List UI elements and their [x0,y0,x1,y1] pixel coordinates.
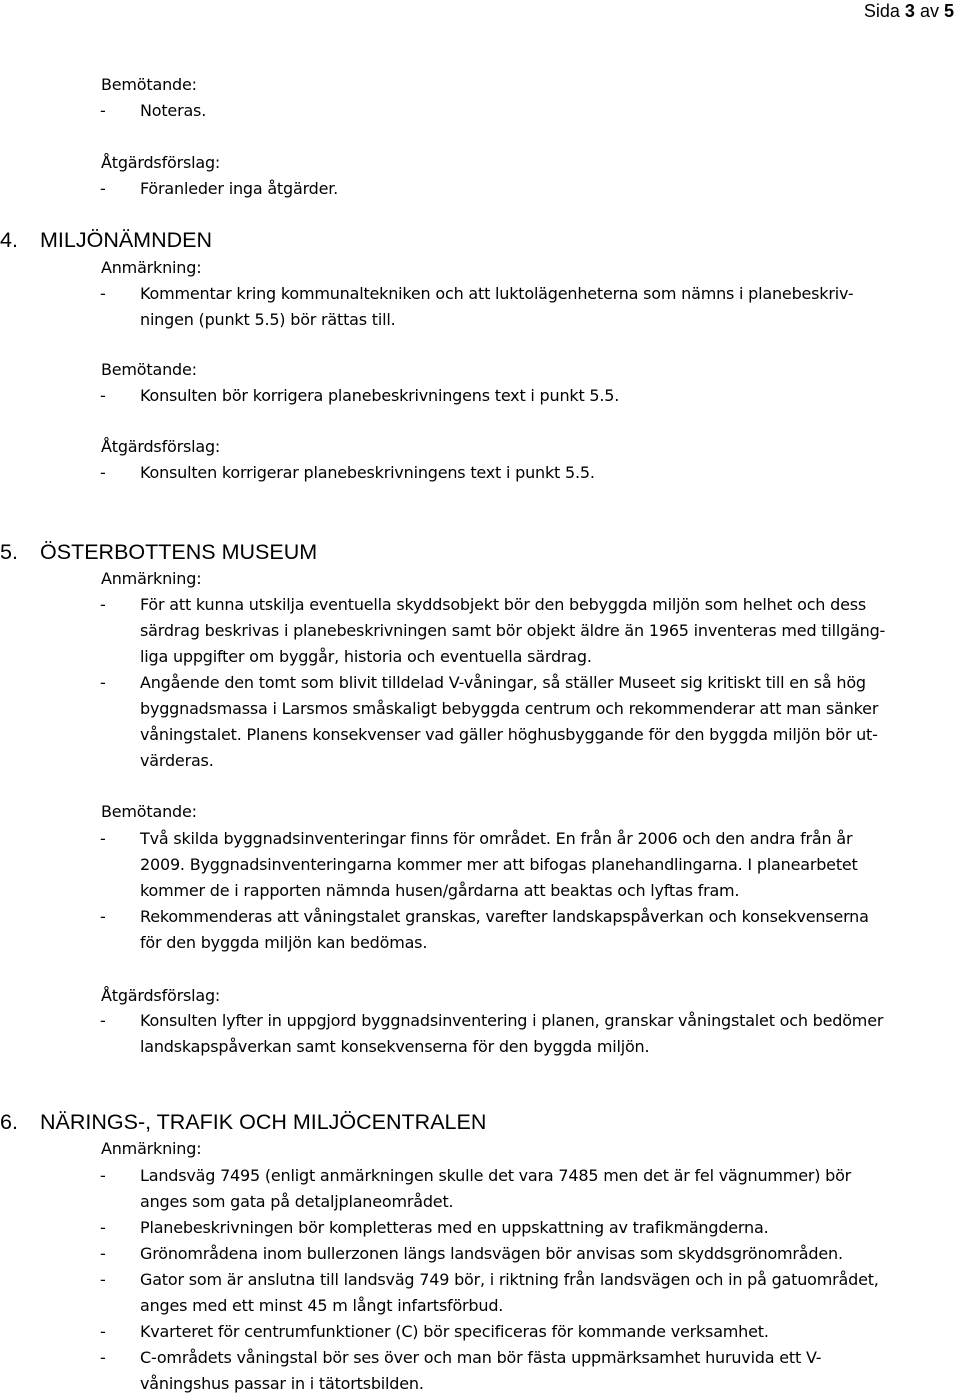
bullet-dash: - [100,1270,106,1289]
bullet-dash: - [100,1322,106,1341]
bullet-dash: - [100,284,106,303]
s5-anm-line: Angående den tomt som blivit tilldelad V-våningar, så ställer Museet sig kritiskt till en så hög [140,673,866,692]
s4-bemotande-label: Bemötande: [101,360,197,379]
s6-anm-line: Landsväg 7495 (enligt anmärkningen skulle det vara 7485 men det är fel vägnummer) bör [140,1166,852,1185]
bullet-dash: - [100,1244,106,1263]
s5-anm-line: värderas. [140,751,214,770]
bullet-dash: - [100,907,106,926]
s5-atgard-label: Åtgärdsförslag: [101,986,221,1005]
bullet-dash: - [100,386,106,405]
s4-bemotande-item: Konsulten bör korrigera planebeskrivningens text i punkt 5.5. [140,386,620,405]
s6-anm-line: våningshus passar in i tätortsbilden. [140,1374,424,1393]
section-5-number: 5. [0,540,18,564]
s6-anm-line: Grönområdena inom bullerzonen längs landsvägen bör anvisas som skyddsgrönområden. [140,1244,843,1263]
s5-anm-line: byggnadsmassa i Larsmos småskaligt bebyggda centrum och rekommenderar att man sänker [140,699,879,718]
s5-anm-line: liga uppgifter om byggår, historia och eventuella särdrag. [140,647,592,666]
bullet-dash: - [100,101,106,120]
s5-bemotande-line: 2009. Byggnadsinventeringarna kommer mer att bifogas planehandlingarna. I planearbetet [140,855,858,874]
bullet-dash: - [100,179,106,198]
s5-bemotande-line: Två skilda byggnadsinventeringar finns för området. En från år 2006 och den andra från år [140,829,853,848]
section-4-title: MILJÖNÄMNDEN [40,228,213,252]
s6-anm-label: Anmärkning: [101,1139,202,1158]
intro-bemotande-item: Noteras. [140,101,207,120]
section-6-title: NÄRINGS-, TRAFIK OCH MILJÖCENTRALEN [40,1110,487,1134]
page-number-total: 5 [943,1,954,21]
s6-anm-line: Gator som är anslutna till landsväg 749 bör, i riktning från landsvägen och in på gatuområdet, [140,1270,879,1289]
page-number-current: 3 [904,1,915,21]
s5-bemotande-line: för den byggda miljön kan bedömas. [140,933,428,952]
section-4-number: 4. [0,228,18,252]
s5-anm-line: För att kunna utskilja eventuella skyddsobjekt bör den bebyggda miljön som helhet och dess [140,595,867,614]
s5-bemotande-label: Bemötande: [101,802,197,821]
bullet-dash: - [100,1218,106,1237]
section-6-number: 6. [0,1110,18,1134]
s4-atgard-label: Åtgärdsförslag: [101,437,221,456]
s4-anm-line: ningen (punkt 5.5) bör rättas till. [140,310,396,329]
s5-atgard-line: Konsulten lyfter in uppgjord byggnadsinventering i planen, granskar våningstalet och bedömer [140,1011,884,1030]
s4-anm-line: Kommentar kring kommunaltekniken och att luktolägenheterna som nämns i planebeskriv- [140,284,854,303]
s5-bemotande-line: Rekommenderas att våningstalet granskas, varefter landskapspåverkan och konsekvenserna [140,907,869,926]
page-number-prefix: Sida [863,1,900,21]
s6-anm-line: C-områdets våningstal bör ses över och man bör fästa uppmärksamhet huruvida ett V- [140,1348,822,1367]
bullet-dash: - [100,829,106,848]
intro-atgard-item: Föranleder inga åtgärder. [140,179,339,198]
page-number [864,0,954,22]
bullet-dash: - [100,1011,106,1030]
section-5-title: ÖSTERBOTTENS MUSEUM [40,540,318,564]
bullet-dash: - [100,463,106,482]
s6-anm-line: Kvarteret för centrumfunktioner (C) bör specificeras för kommande verksamhet. [140,1322,769,1341]
s5-anm-line: våningstalet. Planens konsekvenser vad gäller höghusbyggande för den byggda miljön bör ut- [140,725,878,744]
s5-anm-line: särdrag beskrivas i planebeskrivningen samt bör objekt äldre än 1965 inventeras med tillgäng- [140,621,886,640]
bullet-dash: - [100,673,106,692]
bullet-dash: - [100,1348,106,1367]
s6-anm-line: anges med ett minst 45 m långt infartsförbud. [140,1296,504,1315]
s5-bemotande-line: kommer de i rapporten nämnda husen/gårdarna att beaktas och lyftas fram. [140,881,740,900]
intro-bemotande-label: Bemötande: [101,75,197,94]
s6-anm-line: Planebeskrivningen bör kompletteras med en uppskattning av trafikmängderna. [140,1218,769,1237]
s5-anm-label: Anmärkning: [101,569,202,588]
s4-anm-label: Anmärkning: [101,258,202,277]
intro-atgard-label: Åtgärdsförslag: [101,153,221,172]
s5-atgard-line: landskapspåverkan samt konsekvenserna för den byggda miljön. [140,1037,650,1056]
page-number-sep: av [919,1,939,21]
s6-anm-line: anges som gata på detaljplaneområdet. [140,1192,454,1211]
bullet-dash: - [100,1166,106,1185]
s4-atgard-item: Konsulten korrigerar planebeskrivningens text i punkt 5.5. [140,463,595,482]
bullet-dash: - [100,595,106,614]
